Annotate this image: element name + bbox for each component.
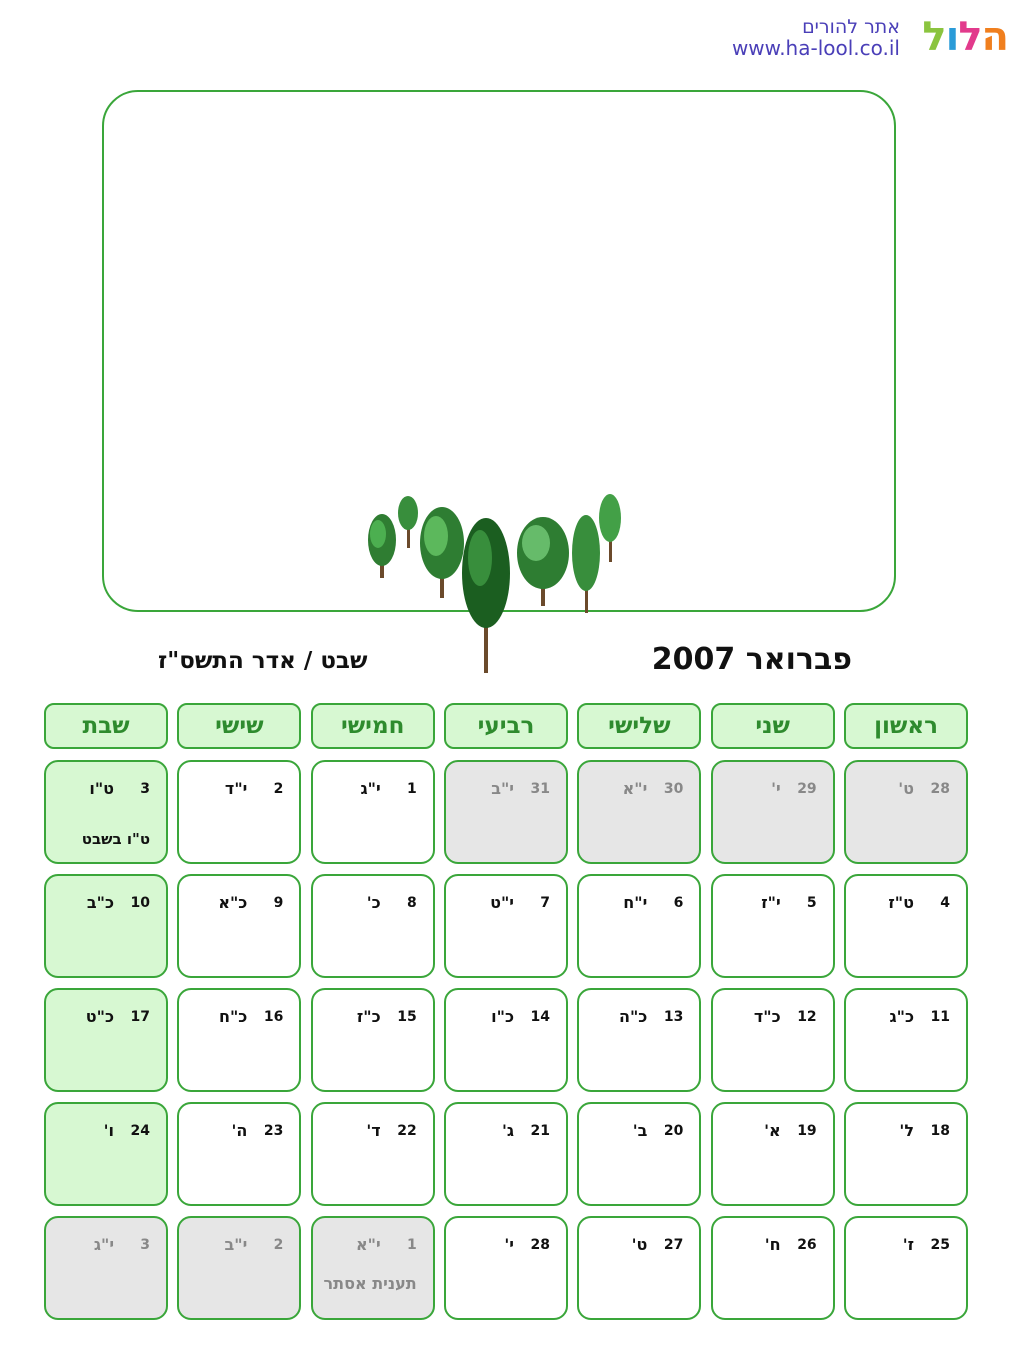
gregorian-date: 29: [797, 781, 817, 797]
calendar-day[interactable]: [177, 874, 301, 978]
calendar-day[interactable]: [311, 874, 435, 978]
gregorian-date: 27: [663, 1237, 684, 1253]
logo-letter: ל: [958, 14, 982, 60]
hebrew-date: י"א: [622, 779, 648, 798]
calendar-day[interactable]: [44, 1216, 168, 1320]
gregorian-date: 20: [663, 1123, 684, 1139]
gregorian-date: 11: [930, 1009, 950, 1025]
hebrew-date: ה': [231, 1121, 248, 1140]
gregorian-date: 23: [263, 1123, 284, 1139]
calendar-day[interactable]: [844, 988, 968, 1092]
gregorian-date: 2: [273, 781, 284, 797]
hebrew-date: י"ג: [360, 779, 381, 798]
calendar-day[interactable]: [44, 874, 168, 978]
calendar-day[interactable]: [711, 760, 835, 864]
calendar-day[interactable]: [444, 988, 568, 1092]
gregorian-date: 12: [797, 1009, 817, 1025]
site-url[interactable]: www.ha-lool.co.il: [731, 35, 900, 60]
calendar-day[interactable]: [444, 1102, 568, 1206]
gregorian-date: 31: [530, 781, 551, 797]
gregorian-date: 18: [930, 1123, 950, 1139]
hebrew-date: ב': [632, 1121, 648, 1140]
hebrew-date: י"א: [355, 1235, 381, 1254]
halool-logo[interactable]: [922, 14, 1008, 60]
gregorian-month-title: פברואר 2007: [651, 642, 852, 677]
calendar-day[interactable]: [844, 1102, 968, 1206]
hebrew-date: י"ח: [623, 893, 648, 912]
hebrew-date: ט"ו: [89, 779, 115, 798]
calendar-day[interactable]: [844, 1216, 968, 1320]
hebrew-date: כ"ד: [753, 1007, 781, 1026]
hebrew-date: י': [504, 1235, 515, 1254]
weekday-header: שבת: [44, 703, 168, 749]
gregorian-date: 6: [673, 895, 684, 911]
calendar-day[interactable]: [177, 1216, 301, 1320]
site-tagline: אתר להורים: [802, 16, 900, 38]
hebrew-date: ד': [366, 1121, 381, 1140]
calendar-day[interactable]: [711, 1102, 835, 1206]
hebrew-date: י"ב: [224, 1235, 248, 1254]
calendar-day[interactable]: [577, 760, 701, 864]
hebrew-date: י"ט: [490, 893, 515, 912]
hebrew-date: י"ב: [491, 779, 515, 798]
hebrew-date: י"ד: [224, 779, 248, 798]
calendar-day[interactable]: [177, 988, 301, 1092]
hebrew-date: כ"ג: [889, 1007, 914, 1026]
gregorian-date: 10: [130, 895, 151, 911]
calendar-day[interactable]: [844, 760, 968, 864]
calendar-day[interactable]: [444, 874, 568, 978]
gregorian-date: 2: [273, 1237, 284, 1253]
weekday-header: רביעי: [444, 703, 568, 749]
hebrew-date: כ"ז: [356, 1007, 381, 1026]
calendar-day[interactable]: [711, 988, 835, 1092]
calendar-day[interactable]: [44, 1102, 168, 1206]
gregorian-date: 7: [540, 895, 551, 911]
photo-frame: [102, 90, 896, 612]
weekday-header: חמישי: [311, 703, 435, 749]
hebrew-date: כ"ט: [85, 1007, 115, 1026]
holiday-note: תענית אסתר: [323, 1274, 417, 1293]
gregorian-date: 1: [406, 1237, 417, 1253]
gregorian-date: 8: [406, 895, 417, 911]
hebrew-date: כ"ב: [86, 893, 115, 912]
holiday-note: ט"ו בשבט: [81, 830, 151, 848]
calendar-day[interactable]: [311, 1216, 435, 1320]
gregorian-date: 28: [530, 1237, 551, 1253]
gregorian-date: 16: [263, 1009, 284, 1025]
hebrew-month-title: שבט / אדר התשס"ז: [158, 648, 368, 674]
hebrew-date: ט': [898, 779, 914, 798]
gregorian-date: 3: [140, 781, 151, 797]
calendar-day[interactable]: [711, 874, 835, 978]
hebrew-date: ח': [764, 1235, 781, 1254]
calendar-day[interactable]: [177, 760, 301, 864]
gregorian-date: 22: [397, 1123, 417, 1139]
site-info: [732, 18, 900, 59]
hebrew-date: ל': [899, 1121, 914, 1140]
logo-letter: ה: [981, 14, 1008, 60]
logo-letter: ל: [922, 14, 946, 60]
hebrew-date: ג': [501, 1121, 515, 1140]
gregorian-date: 14: [530, 1009, 551, 1025]
weekday-header: שלישי: [577, 703, 701, 749]
gregorian-date: 30: [663, 781, 684, 797]
gregorian-date: 19: [797, 1123, 817, 1139]
gregorian-date: 24: [130, 1123, 151, 1139]
calendar-day[interactable]: [44, 760, 168, 864]
gregorian-date: 26: [797, 1237, 817, 1253]
gregorian-date: 13: [663, 1009, 684, 1025]
gregorian-date: 4: [940, 895, 950, 911]
weekday-header: ראשון: [844, 703, 968, 749]
calendar-day[interactable]: [711, 1216, 835, 1320]
trees-illustration: [362, 488, 632, 703]
gregorian-date: 3: [140, 1237, 151, 1253]
calendar-day[interactable]: [311, 760, 435, 864]
hebrew-date: כ"ו: [491, 1007, 515, 1026]
calendar-day[interactable]: [444, 760, 568, 864]
hebrew-date: י"ז: [761, 893, 781, 912]
calendar-grid: [44, 703, 968, 1320]
hebrew-date: כ"א: [218, 893, 248, 912]
hebrew-date: ו': [103, 1121, 115, 1140]
gregorian-date: 15: [397, 1009, 417, 1025]
gregorian-date: 1: [406, 781, 417, 797]
calendar-day[interactable]: [311, 1102, 435, 1206]
gregorian-date: 5: [806, 895, 817, 911]
hebrew-date: ט': [631, 1235, 648, 1254]
hebrew-date: כ': [366, 893, 381, 912]
weekday-header: שני: [711, 703, 835, 749]
hebrew-date: ז': [902, 1235, 914, 1254]
gregorian-date: 21: [530, 1123, 551, 1139]
gregorian-date: 28: [930, 781, 950, 797]
calendar-day[interactable]: [177, 1102, 301, 1206]
hebrew-date: א': [764, 1121, 781, 1140]
hebrew-date: ט"ז: [888, 893, 914, 912]
logo-letter: ו: [945, 14, 959, 60]
gregorian-date: 9: [273, 895, 284, 911]
calendar-day[interactable]: [577, 988, 701, 1092]
gregorian-date: 25: [930, 1237, 950, 1253]
calendar-day[interactable]: [577, 1102, 701, 1206]
gregorian-date: 17: [130, 1009, 151, 1025]
hebrew-date: כ"ה: [618, 1007, 648, 1026]
weekday-header: שישי: [177, 703, 301, 749]
hebrew-date: י"ג: [93, 1235, 115, 1254]
calendar-day[interactable]: [577, 1216, 701, 1320]
hebrew-date: כ"ח: [218, 1007, 248, 1026]
calendar-day[interactable]: [844, 874, 968, 978]
calendar-day[interactable]: [444, 1216, 568, 1320]
hebrew-date: י': [771, 779, 781, 798]
calendar-day[interactable]: [577, 874, 701, 978]
calendar-day[interactable]: [44, 988, 168, 1092]
calendar-day[interactable]: [311, 988, 435, 1092]
